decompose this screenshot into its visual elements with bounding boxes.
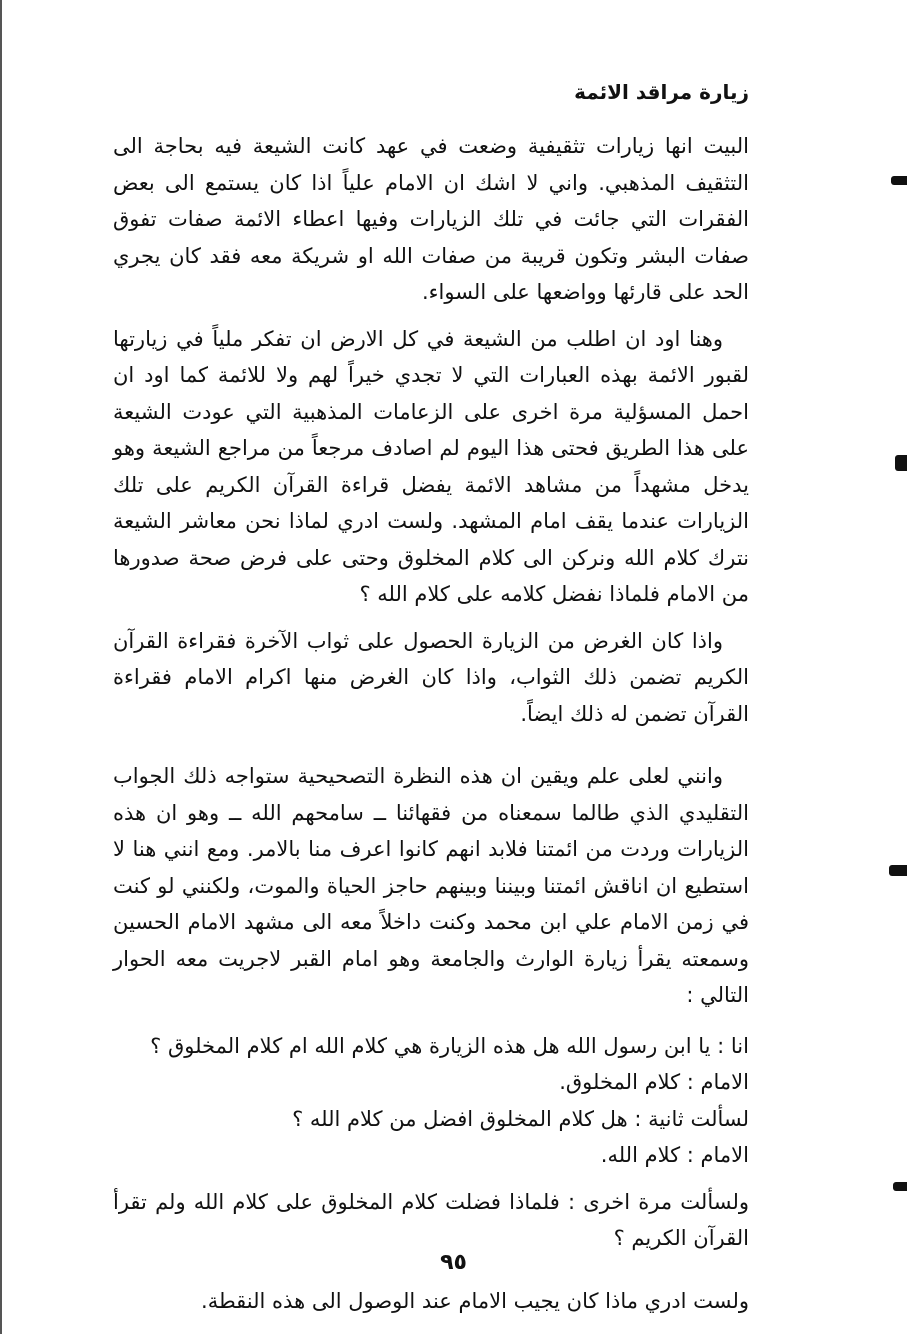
paragraph-1: البيت انها زيارات تثقيفية وضعت في عهد كانت الشيعة فيه بحاجة الى التثقيف المذهبي. واني لا اشك ان الامام علياً اذا كان يستمع الى بعض الفقرات التي جائت في تلك الزيارات وفيها اعطاء الائمة صفات تفوق صفات البشر وتكون قريبة من صفات الله او شريكة معه فقد كان يجري الحد على قارئها وواضعها على السواء. (113, 134, 749, 304)
paragraph-2: وهنا اود ان اطلب من الشيعة في كل الارض ان تفكر ملياً في زيارتها لقبور الائمة بهذه العبارات التي لا تجدي خيراً لهم ولا للائمة كما اود ان احمل المسؤلية مرة اخرى على الزعامات المذهبية التي عودت الشيعة على هذا الطريق فحتى هذا اليوم لم اصادف مرجعاً من مراجع الشيعة وهو يدخل مشهداً من مشاهد الائمة يفضل قراءة القرآن الكريم على تلك الزيارات عندما يقف امام المشهد. ولست ادري لماذا نحن معاشر الشيعة نترك كلام الله ونركن الى كلام المخلوق وحتى على فرض صحة صدورها من الامام فلماذا نفضل كلامه على كلام الله ؟ (113, 326, 749, 606)
scan-mark-3 (889, 865, 907, 876)
running-head: زيارة مراقد الائمة (574, 80, 749, 104)
scan-mark-1 (891, 176, 907, 185)
page-number: ٩٥ (440, 1250, 467, 1275)
scan-mark-4 (893, 1182, 907, 1191)
dialogue-line-3: لسألت ثانية : هل كلام المخلوق افضل من كلام الله ؟ (292, 1106, 749, 1131)
dialogue-block (113, 1028, 749, 1174)
scan-mark-2 (895, 455, 907, 471)
page-edge-line (0, 0, 2, 1334)
paragraph-4: وانني لعلى علم ويقين ان هذه النظرة التصحيحية ستواجه ذلك الجواب التقليدي الذي طالما سمعناه من فقهائنا ــ سامحهم الله ــ وهو ان هذه الزيارات وردت من ائمتنا فلابد انهم كانوا اعرف منا بالامر. ومع انني هنا لا استطيع ان اناقش ائمتنا وبيننا وبينهم حاجز الحياة والموت، ولكنني لو كنت في زمن الامام علي ابن محمد وكنت داخلاً معه الى مشهد الامام الحسين وسمعته يقرأ زيارة الوارث والجامعة وهو امام القبر لاجريت معه الحوار التالي : (113, 764, 749, 1007)
body-text (113, 128, 749, 1329)
paragraph-6: ولست ادري ماذا كان يجيب الامام عند الوصول الى هذه النقطة. (201, 1288, 749, 1313)
dialogue-line-2: الامام : كلام المخلوق. (559, 1070, 749, 1094)
dialogue-line-4: الامام : كلام الله. (600, 1143, 749, 1167)
paragraph-3: واذا كان الغرض من الزيارة الحصول على ثواب الآخرة فقراءة القرآن الكريم تضمن ذلك الثواب، واذا كان الغرض منها اكرام الامام فقراءة القرآن تضمن له ذلك ايضاً. (113, 628, 749, 726)
dialogue-line-1: انا : يا ابن رسول الله هل هذه الزيارة هي كلام الله ام كلام المخلوق ؟ (150, 1033, 749, 1058)
paragraph-5: ولسألت مرة اخرى : فلماذا فضلت كلام المخلوق على كلام الله ولم تقرأ القرآن الكريم ؟ (113, 1189, 749, 1250)
